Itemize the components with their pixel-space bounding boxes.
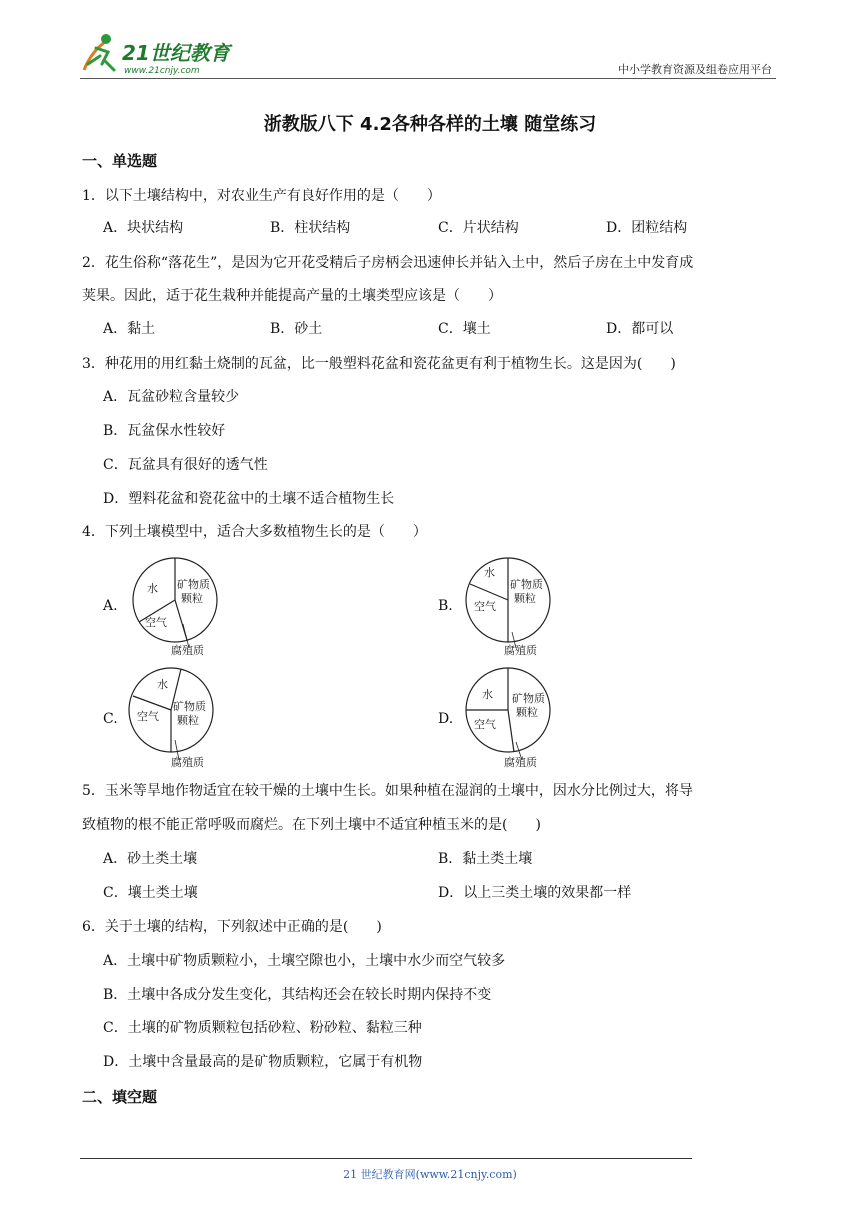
question-4-stem: 4．下列土壤模型中，适合大多数植物生长的是（ ） (82, 524, 427, 540)
question-3-option-a[interactable]: A．瓦盆砂粒含量较少 (103, 389, 240, 405)
pie-d-humus-label: 腐殖质 (504, 756, 537, 769)
pie-d-air-label: 空气 (474, 718, 496, 731)
pie-d-mineral-label2: 颗粒 (516, 706, 538, 719)
footer-divider (80, 1158, 692, 1159)
question-6-option-a[interactable]: A．土壤中矿物质颗粒小，土壤空隙也小，土壤中水少而空气较多 (103, 953, 506, 969)
header-divider (80, 78, 776, 79)
question-1-option-a[interactable]: A．块状结构 (103, 220, 184, 236)
question-5-option-c[interactable]: C．壤土类土壤 (103, 885, 198, 901)
question-4-option-b-label[interactable]: B. (438, 598, 453, 614)
question-2-stem-line1: 2．花生俗称“落花生”，是因为它开花受精后子房柄会迅速伸长并钻入土中，然后子房在土中发育成 (82, 255, 694, 271)
question-4-option-a-pie[interactable] (125, 552, 245, 660)
pie-b-humus-label: 腐殖质 (504, 644, 537, 657)
question-5-option-d[interactable]: D．以上三类土壤的效果都一样 (438, 885, 632, 901)
pie-d-water-label: 水 (482, 688, 493, 701)
pie-a-mineral-label2: 颗粒 (181, 592, 203, 605)
question-1-option-d[interactable]: D．团粒结构 (606, 220, 688, 236)
question-4-option-a-label[interactable]: A. (103, 598, 118, 614)
pie-b-air-label: 空气 (474, 600, 496, 613)
question-1-stem: 1．以下土壤结构中，对农业生产有良好作用的是（ ） (82, 188, 441, 204)
site-logo (78, 30, 248, 76)
question-6-option-d[interactable]: D．土壤中含量最高的是矿物质颗粒，它属于有机物 (103, 1054, 423, 1070)
question-5-stem-line2: 致植物的根不能正常呼吸而腐烂。在下列土壤中不适宜种植玉米的是( ) (82, 817, 541, 833)
question-5-option-a[interactable]: A．砂土类土壤 (103, 851, 198, 867)
pie-c-humus-label: 腐殖质 (171, 756, 204, 769)
question-6-stem: 6．关于土壤的结构，下列叙述中正确的是( ) (82, 919, 382, 935)
question-1-option-c[interactable]: C．片状结构 (438, 220, 519, 236)
pie-a-mineral-label1: 矿物质 (177, 578, 210, 591)
pie-a-water-label: 水 (147, 582, 158, 595)
question-3-option-c[interactable]: C．瓦盆具有很好的透气性 (103, 457, 268, 473)
question-2-option-a[interactable]: A．黏土 (103, 321, 156, 337)
question-6-option-c[interactable]: C．土壤的矿物质颗粒包括砂粒、粉砂粒、黏粒三种 (103, 1020, 422, 1036)
question-2-option-b[interactable]: B．砂土 (270, 321, 323, 337)
logo-url: www.21cnjy.com (124, 66, 200, 76)
header-platform-text: 中小学教育资源及组卷应用平台 (618, 63, 772, 76)
logo-text: 21世纪教育 (122, 41, 230, 65)
pie-b-water-label: 水 (484, 566, 495, 579)
section-heading-fill-blank: 二、填空题 (82, 1088, 158, 1106)
pie-c-water-label: 水 (157, 678, 168, 691)
question-6-option-b[interactable]: B．土壤中各成分发生变化，其结构还会在较长时期内保持不变 (103, 987, 492, 1003)
question-2-option-d[interactable]: D．都可以 (606, 321, 674, 337)
question-4-option-d-pie[interactable] (460, 664, 580, 772)
question-3-option-b[interactable]: B．瓦盆保水性较好 (103, 423, 226, 439)
question-5-option-b[interactable]: B．黏土类土壤 (438, 851, 533, 867)
question-3-option-d[interactable]: D．塑料花盆和瓷花盆中的土壤不适合植物生长 (103, 491, 395, 507)
question-3-stem: 3．种花用的用红黏土烧制的瓦盆，比一般塑料花盆和瓷花盆更有利于植物生长。这是因为( ) (82, 356, 676, 372)
question-1-option-b[interactable]: B．柱状结构 (270, 220, 351, 236)
pie-d-mineral-label1: 矿物质 (512, 692, 545, 705)
question-4-option-d-label[interactable]: D. (438, 711, 454, 727)
pie-c-mineral-label2: 颗粒 (177, 714, 199, 727)
pie-a-air-label: 空气 (145, 616, 167, 629)
question-4-option-b-pie[interactable] (460, 552, 580, 660)
pie-a-humus-label: 腐殖质 (171, 644, 204, 657)
pie-b-mineral-label1: 矿物质 (510, 578, 543, 591)
section-heading-single-choice: 一、单选题 (82, 152, 158, 170)
page-title: 浙教版八下 4.2各种各样的土壤 随堂练习 (263, 114, 597, 135)
pie-c-mineral-label1: 矿物质 (173, 700, 206, 713)
question-2-option-c[interactable]: C．壤土 (438, 321, 491, 337)
question-5-stem-line1: 5．玉米等旱地作物适宜在较干燥的土壤中生长。如果种植在湿润的土壤中，因水分比例过大，将导 (82, 783, 693, 799)
pie-c-air-label: 空气 (137, 710, 159, 723)
pie-b-mineral-label2: 颗粒 (514, 592, 536, 605)
footer-site-text[interactable]: 21 世纪教育网(www.21cnjy.com) (343, 1168, 517, 1181)
question-4-option-c-pie[interactable] (125, 664, 245, 772)
question-2-stem-line2: 荚果。因此，适于花生栽种并能提高产量的土壤类型应该是（ ） (82, 288, 502, 304)
question-4-option-c-label[interactable]: C. (103, 711, 118, 727)
